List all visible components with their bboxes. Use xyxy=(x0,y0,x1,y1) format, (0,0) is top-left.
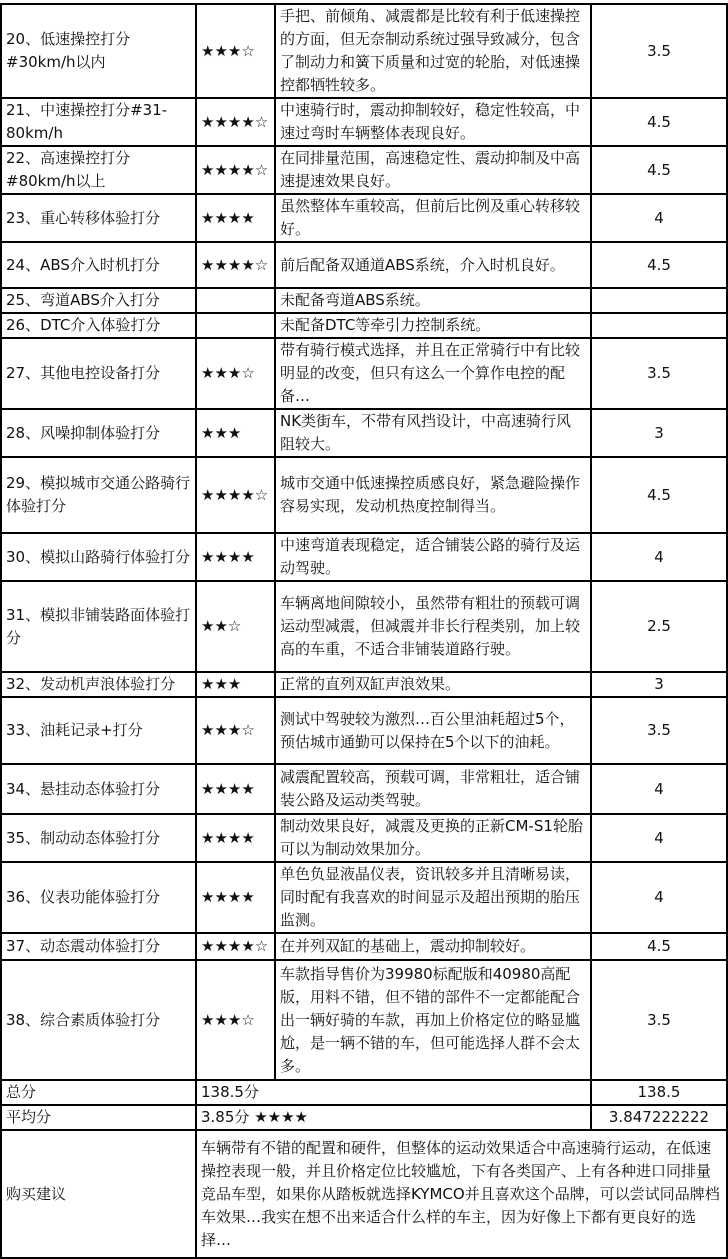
table-row xyxy=(1,814,727,862)
item-score: 4 xyxy=(591,764,727,814)
star-rating-icon: ★★★☆ xyxy=(196,960,275,1080)
item-score: 4 xyxy=(591,533,727,581)
item-comment: 车辆离地间隙较小，虽然带有粗壮的预载可调运动型减震，但减震并非长行程类别，加上较高的车重，不适合非铺装道路行驶。 xyxy=(275,581,591,672)
average-stars-icon: ★★★★ xyxy=(254,1108,308,1126)
star-rating-icon: ★★★★☆ xyxy=(196,98,275,146)
item-comment: 手把、前倾角、减震都是比较有利于低速操控的方面，但无奈制动系统过强导致减分，包含了制动力和簧下质量和过宽的轮胎，对低速操控都牺牲较多。 xyxy=(275,4,591,98)
star-rating-icon: ★★★★ xyxy=(196,194,275,242)
item-name: 32、发动机声浪体验打分 xyxy=(1,672,196,697)
item-name: 38、综合素质体验打分 xyxy=(1,960,196,1080)
advice-label: 购买建议 xyxy=(1,1130,196,1258)
average-text: 3.85分 xyxy=(201,1108,250,1126)
star-rating-icon: ★★★★☆ xyxy=(196,242,275,288)
item-comment: 单色负显液晶仪表，资讯较多并且清晰易读，同时配有我喜欢的时间显示及超出预期的胎压监测。 xyxy=(275,862,591,933)
star-rating-icon: ★★★ xyxy=(196,672,275,697)
star-rating-icon: ★★★★ xyxy=(196,814,275,862)
item-score: 3.5 xyxy=(591,960,727,1080)
item-name: 26、DTC介入体验打分 xyxy=(1,313,196,338)
item-comment: 未配备DTC等牵引力控制系统。 xyxy=(275,313,591,338)
rating-rows xyxy=(1,4,727,1080)
item-score: 4.5 xyxy=(591,146,727,194)
item-score: 4.5 xyxy=(591,933,727,960)
table-row xyxy=(1,581,727,672)
item-name: 24、ABS介入时机打分 xyxy=(1,242,196,288)
item-name: 27、其他电控设备打分 xyxy=(1,338,196,409)
table-row xyxy=(1,146,727,194)
item-score xyxy=(591,288,727,313)
star-rating-icon: ★★★★ xyxy=(196,862,275,933)
item-comment: 虽然整体车重较高，但前后比例及重心转移较好。 xyxy=(275,194,591,242)
total-value: 138.5 xyxy=(591,1080,727,1105)
item-comment: 中速弯道表现稳定，适合铺装公路的骑行及运动驾驶。 xyxy=(275,533,591,581)
item-comment: 前后配备双通道ABS系统，介入时机良好。 xyxy=(275,242,591,288)
item-name: 34、悬挂动态体验打分 xyxy=(1,764,196,814)
item-score: 3.5 xyxy=(591,338,727,409)
item-name: 28、风噪抑制体验打分 xyxy=(1,409,196,457)
star-rating-icon: ★★★ xyxy=(196,409,275,457)
item-comment: 车款指导售价为39980标配版和40980高配版，用料不错，但不错的部件不一定都能配合出一辆好骑的车款，再加上价格定位的略显尴尬，是一辆不错的车，但可能选择人群不会太多。 xyxy=(275,960,591,1080)
item-name: 35、制动动态体验打分 xyxy=(1,814,196,862)
star-rating-icon: ★★★☆ xyxy=(196,338,275,409)
item-name: 21、中速操控打分#31-80km/h xyxy=(1,98,196,146)
table-row xyxy=(1,862,727,933)
star-rating-icon: ★★★★ xyxy=(196,533,275,581)
item-score: 3 xyxy=(591,672,727,697)
item-comment: NK类街车，不带有风挡设计，中高速骑行风阻较大。 xyxy=(275,409,591,457)
item-score: 4 xyxy=(591,194,727,242)
star-rating-icon: ★★★★☆ xyxy=(196,146,275,194)
table-row xyxy=(1,194,727,242)
item-score: 4 xyxy=(591,862,727,933)
rating-table xyxy=(0,3,728,1259)
item-name: 37、动态震动体验打分 xyxy=(1,933,196,960)
average-row xyxy=(1,1105,727,1130)
item-score: 2.5 xyxy=(591,581,727,672)
item-score: 3 xyxy=(591,409,727,457)
table-row xyxy=(1,764,727,814)
item-name: 36、仪表功能体验打分 xyxy=(1,862,196,933)
item-name: 25、弯道ABS介入打分 xyxy=(1,288,196,313)
average-label: 平均分 xyxy=(1,1105,196,1130)
star-rating-icon xyxy=(196,313,275,338)
average-value: 3.847222222 xyxy=(591,1105,727,1130)
item-comment: 正常的直列双缸声浪效果。 xyxy=(275,672,591,697)
item-comment: 带有骑行模式选择，并且在正常骑行中有比较明显的改变，但只有这么一个算作电控的配备… xyxy=(275,338,591,409)
table-row xyxy=(1,697,727,764)
table-row xyxy=(1,288,727,313)
star-rating-icon: ★★★★☆ xyxy=(196,457,275,533)
star-rating-icon: ★★★★ xyxy=(196,764,275,814)
item-comment: 在同排量范围，高速稳定性、震动抑制及中高速提速效果良好。 xyxy=(275,146,591,194)
star-rating-icon: ★★★☆ xyxy=(196,697,275,764)
average-text-cell xyxy=(196,1105,591,1130)
item-comment: 减震配置较高，预载可调，非常粗壮，适合铺装公路及运动类驾驶。 xyxy=(275,764,591,814)
item-name: 31、模拟非铺装路面体验打分 xyxy=(1,581,196,672)
star-rating-icon: ★★★☆ xyxy=(196,4,275,98)
star-rating-icon: ★★☆ xyxy=(196,581,275,672)
item-name: 29、模拟城市交通公路骑行体验打分 xyxy=(1,457,196,533)
table-row xyxy=(1,4,727,98)
star-rating-icon: ★★★★☆ xyxy=(196,933,275,960)
table-row xyxy=(1,338,727,409)
table-row xyxy=(1,313,727,338)
table-row xyxy=(1,242,727,288)
item-score: 4.5 xyxy=(591,98,727,146)
advice-row xyxy=(1,1130,727,1258)
item-name: 20、低速操控打分#30km/h以内 xyxy=(1,4,196,98)
item-score: 4 xyxy=(591,814,727,862)
item-comment: 城市交通中低速操控质感良好，紧急避险操作容易实现，发动机热度控制得当。 xyxy=(275,457,591,533)
item-comment: 制动效果良好，减震及更换的正新CM-S1轮胎可以为制动效果加分。 xyxy=(275,814,591,862)
table-row xyxy=(1,533,727,581)
item-name: 33、油耗记录+打分 xyxy=(1,697,196,764)
total-row xyxy=(1,1080,727,1105)
item-comment: 测试中驾驶较为激烈…百公里油耗超过5个，预估城市通勤可以保持在5个以下的油耗。 xyxy=(275,697,591,764)
item-name: 30、模拟山路骑行体验打分 xyxy=(1,533,196,581)
total-text: 138.5分 xyxy=(196,1080,591,1105)
item-score xyxy=(591,313,727,338)
item-score: 3.5 xyxy=(591,4,727,98)
table-row xyxy=(1,98,727,146)
table-row xyxy=(1,409,727,457)
item-name: 22、高速操控打分#80km/h以上 xyxy=(1,146,196,194)
table-row xyxy=(1,457,727,533)
item-comment: 在并列双缸的基础上，震动抑制较好。 xyxy=(275,933,591,960)
table-row xyxy=(1,960,727,1080)
item-score: 4.5 xyxy=(591,242,727,288)
table-row xyxy=(1,933,727,960)
summary-section xyxy=(1,1080,727,1258)
total-label: 总分 xyxy=(1,1080,196,1105)
star-rating-icon xyxy=(196,288,275,313)
table-row xyxy=(1,672,727,697)
item-comment: 未配备弯道ABS系统。 xyxy=(275,288,591,313)
item-score: 4.5 xyxy=(591,457,727,533)
item-comment: 中速骑行时，震动抑制较好，稳定性较高，中速过弯时车辆整体表现良好。 xyxy=(275,98,591,146)
item-name: 23、重心转移体验打分 xyxy=(1,194,196,242)
advice-text: 车辆带有不错的配置和硬件，但整体的运动效果适合中高速骑行运动，在低速操控表现一般，并且价格定位比较尴尬，下有各类国产、上有各种进口同排量竞品车型，如果你从踏板就选择KYMCO并且喜欢这个品牌，可以尝试同品牌档车效果…我实在想不出来适合什么样的车主，因为好像上下都有更良好的选择… xyxy=(196,1130,727,1258)
item-score: 3.5 xyxy=(591,697,727,764)
